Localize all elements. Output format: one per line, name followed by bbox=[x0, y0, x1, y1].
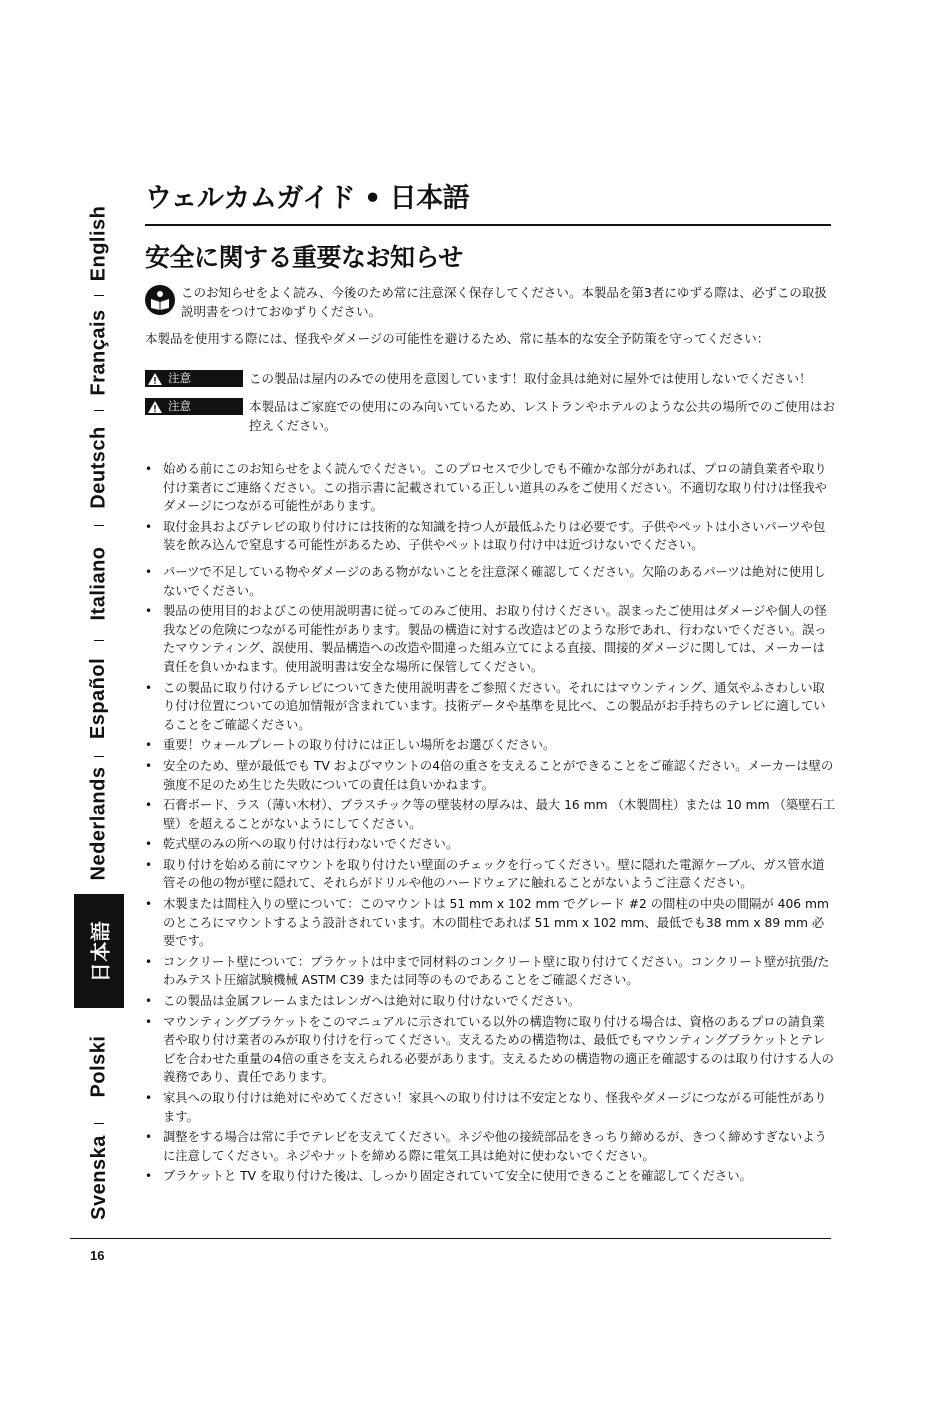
lang-tab-label: Polski bbox=[87, 1035, 110, 1097]
lang-divider bbox=[94, 1123, 104, 1124]
intro-block bbox=[145, 283, 835, 321]
lang-tab-label: Italiano bbox=[87, 545, 110, 621]
warning-icon bbox=[148, 401, 162, 413]
list-item: • この製品は金属フレームまたはレンガへは絶対に取り付けないでください。 bbox=[145, 992, 835, 1011]
caution-notice bbox=[145, 397, 835, 435]
lang-tab-espanol[interactable] bbox=[70, 643, 128, 753]
safety-bullet-list bbox=[145, 460, 835, 1188]
caution-badge bbox=[145, 370, 243, 387]
warning-icon bbox=[148, 373, 162, 385]
lang-divider bbox=[94, 410, 104, 411]
lang-tab-deutsch[interactable] bbox=[70, 413, 128, 521]
lang-tab-label: Nederlands bbox=[87, 766, 110, 880]
caution-text: この製品は屋内のみでの使用を意図しています！取付金具は絶対に屋外では使用しないでください！ bbox=[249, 371, 812, 386]
list-item: • この製品に取り付けるテレビについてきた使用説明書をご参照ください。それにはマウンティング、通気やふさわしい取り付け位置についての追加情報が含まれています。技術データや基準を見比べ、この製品がお手持ちのテレビに適していることをご確認ください。 bbox=[145, 679, 835, 735]
lang-divider bbox=[94, 295, 104, 296]
list-item: • 重要！ウォールプレートの取り付けには正しい場所をお選びください。 bbox=[145, 736, 835, 755]
lang-tab-label: 日本語 bbox=[90, 920, 113, 982]
lang-divider bbox=[94, 756, 104, 757]
lang-divider bbox=[94, 640, 104, 641]
page-number: 16 bbox=[90, 1248, 105, 1263]
lang-tab-label: Svenska bbox=[87, 1134, 110, 1220]
list-item: • 乾式壁のみの所への取り付けは行わないでください。 bbox=[145, 835, 835, 854]
lang-tab-polski[interactable] bbox=[70, 1013, 128, 1119]
footer-rule bbox=[70, 1238, 831, 1239]
list-item: • 家具への取り付けは絶対にやめてください！家具への取り付けは不安定となり、怪我やダメージにつながる可能性があります。 bbox=[145, 1089, 835, 1126]
list-item: • コンクリート壁について：ブラケットは中まで同材料のコンクリート壁に取り付けてください。コンクリート壁が抗張/たわみテスト圧縮試験機械 ASTM C39 または同等のものであることをご確認ください。 bbox=[145, 953, 835, 990]
lang-tab-nederlands[interactable] bbox=[70, 759, 128, 887]
list-item: • マウンティングブラケットをこのマニュアルに示されている以外の構造物に取り付ける場合は、資格のあるプロの請負業者や取り付け業者のみが取り付けを行ってください。支えるための構造物は、最低でもマウンティングブラケットとテレビを合わせた重量の4倍の重さを支えられる必要があります。支えるための構造物の適正を確認するのは取り付けする人の義務であり、責任であります。 bbox=[145, 1013, 835, 1087]
caution-text: 本製品はご家庭での使用にのみ向いているため、レストランやホテルのような公共の場所でのご使用はお控えください。 bbox=[249, 399, 836, 433]
lang-tab-label: Deutsch bbox=[87, 425, 110, 509]
read-manual-icon bbox=[145, 285, 175, 315]
list-item: • 木製または間柱入りの壁について：このマウントは 51 mm x 102 mm でグレード #2 の間柱の中央の間隔が 406 mm のところにマウントするよう設計されています。木の間柱であれば 51 mm x 102 mm、最低でも38 mm x 89 mm 必要です。 bbox=[145, 895, 835, 951]
list-item: • 取り付けを始める前にマウントを取り付けたい壁面のチェックを行ってください。壁に隠れた電源ケーブル、ガス管水道管その他の物が壁に隠れて、それらがドリルや他のハードウェアに触れることがないようご注意ください。 bbox=[145, 856, 835, 893]
lang-tab-japanese[interactable] bbox=[74, 894, 124, 1008]
page-title: ウェルカムガイド • 日本語 bbox=[145, 183, 470, 214]
section-title: 安全に関する重要なお知らせ bbox=[145, 243, 463, 272]
lang-tab-label: Español bbox=[87, 657, 110, 739]
language-tabs bbox=[70, 193, 128, 1240]
title-rule bbox=[145, 224, 831, 226]
caution-label: 注意 bbox=[168, 371, 191, 385]
caution-label: 注意 bbox=[168, 399, 191, 413]
caution-notice bbox=[145, 369, 835, 388]
lang-tab-label: English bbox=[87, 205, 110, 281]
list-item: • パーツで不足している物やダメージのある物がないことを注意深く確認してください。欠陥のあるパーツは絶対に使用しないでください。 bbox=[145, 563, 835, 600]
list-item: • ブラケットと TV を取り付けた後は、しっかり固定されていて安全に使用できることを確認してください。 bbox=[145, 1167, 835, 1186]
lang-tab-francais[interactable] bbox=[70, 297, 128, 407]
list-item: • 製品の使用目的およびこの使用説明書に従ってのみご使用、お取り付けください。誤まったご使用はダメージや個人の怪我などの危険につながる可能性があります。製品の構造に対する改造はどのような形であれ、行わないでください。誤ったマウンティング、誤使用、製品構造への改造や間違った組み立てによる直接、間接的ダメージに関しては、メーカーは責任を負いかねます。使用説明書は安全な場所に保管してください。 bbox=[145, 602, 835, 676]
intro-text: このお知らせをよく読み、今後のため常に注意深く保存してください。本製品を第3者にゆずる際は、必ずこの取扱説明書をつけておゆずりください。 bbox=[181, 285, 827, 319]
list-item: • 安全のため、壁が最低でも TV およびマウントの4倍の重さを支えることができることをご確認ください。メーカーは壁の強度不足のため生じた失敗についての責任は負いかねます。 bbox=[145, 757, 835, 794]
lang-tab-label: Français bbox=[87, 308, 110, 396]
lang-tab-english[interactable] bbox=[70, 193, 128, 293]
list-item: • 調整をする場合は常に手でテレビを支えてください。ネジや他の接続部品をきっちり締めるが、きつく締めすぎないように注意してください。ネジやナットを締める際に電気工具は絶対に使わないでください。 bbox=[145, 1128, 835, 1165]
list-item: • 始める前にこのお知らせをよく読んでください。このプロセスで少しでも不確かな部分があれば、プロの請負業者や取り付け業者にご連絡ください。この指示書に記載されている正しい道具のみをご使用ください。不適切な取り付けは怪我やダメージにつながる可能性があります。 bbox=[145, 460, 835, 516]
lang-tab-italiano[interactable] bbox=[70, 528, 128, 638]
list-item: • 石膏ボード、ラス（薄い木材）、プラスチック等の壁装材の厚みは、最大 16 mm （木製間柱）または 10 mm （築壁石工壁）を超えることがないようにしてください。 bbox=[145, 796, 835, 833]
lang-divider bbox=[94, 525, 104, 526]
lang-tab-svenska[interactable] bbox=[70, 1127, 128, 1227]
list-item: • 取付金具およびテレビの取り付けには技術的な知識を持つ人が最低ふたりは必要です。子供やペットは小さいパーツや包装を飲み込んで窒息する可能性があるため、子供やペットは取り付け中は近づけないでください。 bbox=[145, 518, 835, 555]
general-safety-text: 本製品を使用する際には、怪我やダメージの可能性を避けるため、常に基本的な安全予防策を守ってください： bbox=[145, 331, 770, 346]
caution-badge bbox=[145, 398, 243, 415]
